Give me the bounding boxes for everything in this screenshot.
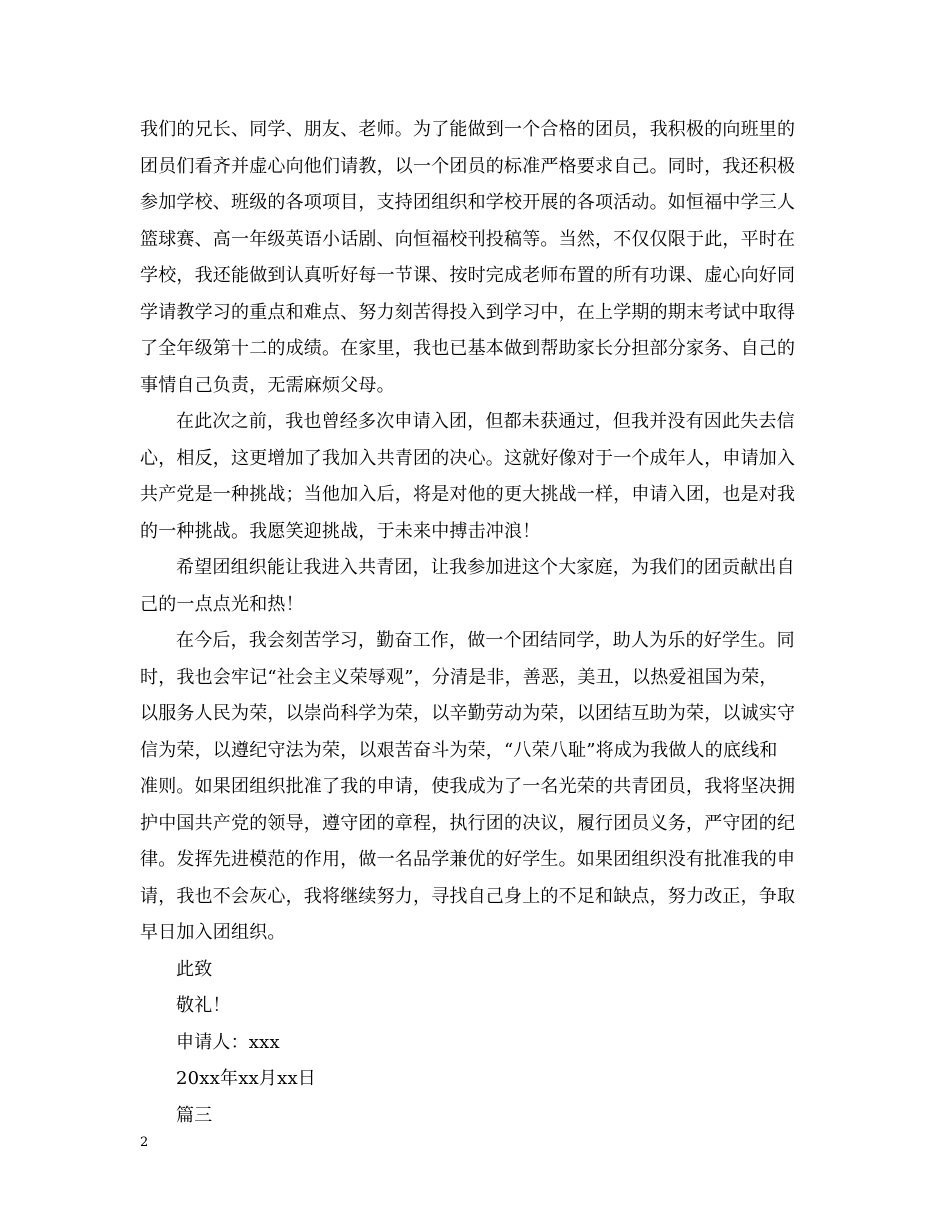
text-line: 信为荣，以遵纪守法为荣，以艰苦奋斗为荣，“八荣八耻”将成为我做人的底线和 bbox=[140, 739, 778, 761]
text-line: 了全年级第十二的成绩。在家里，我也已基本做到帮助家长分担部分家务、自己的 bbox=[140, 338, 796, 359]
text-line: 我们的兄长、同学、朋友、老师。为了能做到一个合格的团员，我积极的向班里的 bbox=[140, 119, 796, 140]
text-line: 的一种挑战。我愿笑迎挑战，于未来中搏击冲浪！ bbox=[140, 520, 541, 542]
text-line: 此致 bbox=[176, 958, 213, 980]
text-line: 敬礼！ bbox=[176, 995, 231, 1016]
text-line: 参加学校、班级的各项项目，支持团组织和学校开展的各项活动。如恒福中学三人 bbox=[140, 192, 796, 213]
text-line: 篇三 bbox=[176, 1104, 213, 1126]
text-line: 请，我也不会灰心，我将继续努力，寻找自己身上的不足和缺点，努力改正，争取 bbox=[140, 885, 796, 907]
text-line: 学校，我还能做到认真听好每一节课、按时完成老师布置的所有功课、虚心向好同 bbox=[140, 265, 796, 286]
page-number: 2 bbox=[140, 1135, 149, 1150]
text-line: 篮球赛、高一年级英语小话剧、向恒福校刊投稿等。当然，不仅仅限于此，平时在 bbox=[140, 228, 796, 250]
text-line: 以服务人民为荣，以崇尚科学为荣，以辛勤劳动为荣，以团结互助为荣，以诚实守 bbox=[140, 703, 796, 724]
text-line: 心，相反，这更增加了我加入共青团的决心。这就好像对于一个成年人，申请加入 bbox=[140, 447, 796, 469]
text-line: 己的一点点光和热！ bbox=[140, 593, 304, 615]
text-line: 早日加入团组织。 bbox=[140, 922, 286, 943]
text-line: 在今后，我会刻苦学习，勤奋工作，做一个团结同学，助人为乐的好学生。同 bbox=[176, 630, 795, 651]
text-line: 申请人：xxx bbox=[176, 1031, 280, 1053]
text-line: 共产党是一种挑战；当他加入后，将是对他的更大挑战一样，申请入团，也是对我 bbox=[140, 484, 796, 505]
text-line: 希望团组织能让我进入共青团，让我参加进这个大家庭，为我们的团贡献出自 bbox=[176, 557, 795, 578]
text-line: 20xx年xx月xx日 bbox=[176, 1068, 317, 1089]
text-line: 律。发挥先进模范的作用，做一名品学兼优的好学生。如果团组织没有批准我的申 bbox=[140, 849, 796, 870]
text-line: 准则。如果团组织批准了我的申请，使我成为了一名光荣的共青团员，我将坚决拥 bbox=[140, 776, 796, 797]
text-line: 团员们看齐并虚心向他们请教，以一个团员的标准严格要求自己。同时，我还积极 bbox=[140, 155, 796, 177]
text-line: 护中国共产党的领导，遵守团的章程，执行团的决议，履行团员义务，严守团的纪 bbox=[140, 812, 796, 834]
document-body bbox=[140, 112, 820, 1134]
text-line: 学请教学习的重点和难点、努力刻苦得投入到学习中，在上学期的期末考试中取得 bbox=[140, 301, 796, 323]
text-line: 时，我也会牢记“社会主义荣辱观”，分清是非，善恶，美丑，以热爱祖国为荣， bbox=[140, 666, 778, 688]
text-line: 在此次之前，我也曾经多次申请入团，但都未获通过，但我并没有因此失去信 bbox=[176, 411, 795, 432]
text-line: 事情自己负责，无需麻烦父母。 bbox=[140, 374, 395, 396]
